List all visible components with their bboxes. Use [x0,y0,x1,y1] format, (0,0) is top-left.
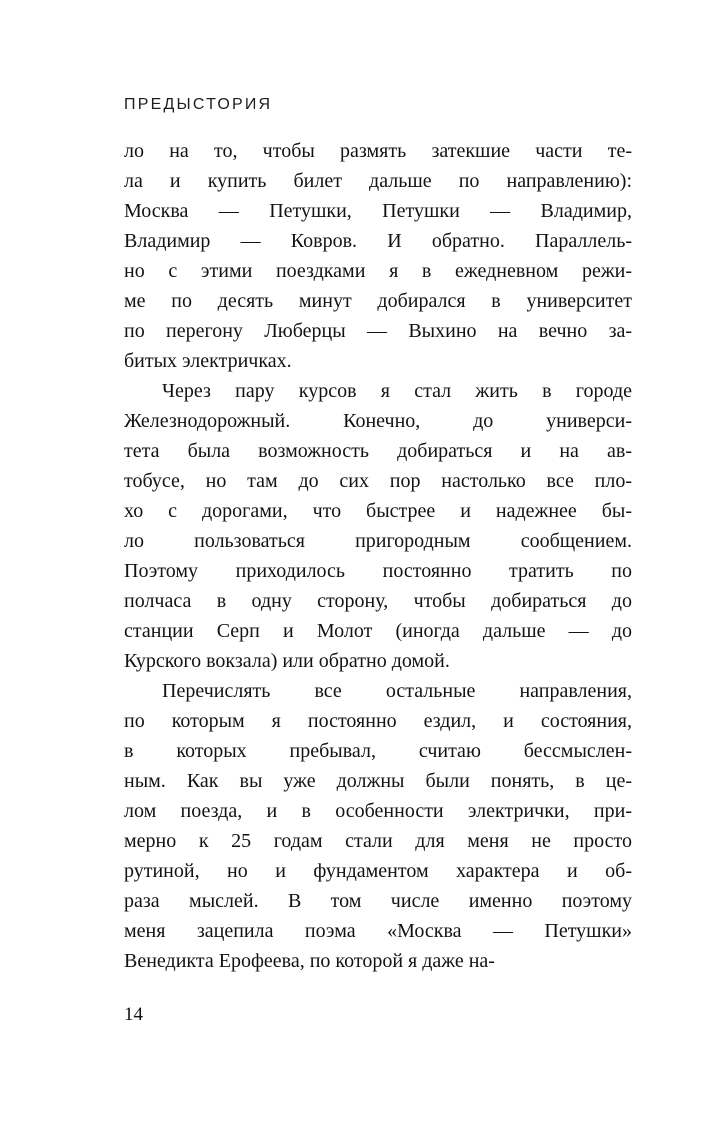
text-line: станции Серп и Молот (иногда дальше — до [124,620,632,642]
text-line: по перегону Люберцы — Выхино на вечно за- [124,320,632,342]
text-line: Москва — Петушки, Петушки — Владимир, [124,200,632,222]
text-line: Владимир — Ковров. И обратно. Параллель- [124,230,632,252]
text-line: ным. Как вы уже должны были понять, в це- [124,770,632,792]
text-line: по которым я постоянно ездил, и состояния, [124,710,632,732]
text-line: ло на то, чтобы размять затекшие части те- [124,140,632,162]
page-number: 14 [124,1004,143,1025]
text-line: хо с дорогами, что быстрее и надежнее бы- [124,500,632,522]
running-header: ПРЕДЫСТОРИЯ [124,96,273,113]
text-line: ла и купить билет дальше по направлению): [124,170,632,192]
text-line: полчаса в одну сторону, чтобы добираться до [124,590,632,612]
text-line: тобусе, но там до сих пор настолько все пло- [124,470,632,492]
text-line: но с этими поездками я в ежедневном режи- [124,260,632,282]
body-text [124,136,632,976]
text-line: ме по десять минут добирался в университет [124,290,632,312]
text-line: Поэтому приходилось постоянно тратить по [124,560,632,582]
text-line: меня зацепила поэма «Москва — Петушки» [124,920,632,942]
text-line: ло пользоваться пригородным сообщением. [124,530,632,552]
text-line: Перечислять все остальные направления, [162,680,632,702]
text-line: рутиной, но и фундаментом характера и об- [124,860,632,882]
text-line: лом поезда, и в особенности электрички, при- [124,800,632,822]
text-line: Курского вокзала) или обратно домой. [124,650,450,672]
text-line: раза мыслей. В том числе именно поэтому [124,890,632,912]
text-line: мерно к 25 годам стали для меня не просто [124,830,632,852]
text-line: Через пару курсов я стал жить в городе [162,380,632,402]
text-line: тета была возможность добираться и на ав- [124,440,632,462]
text-line: в которых пребывал, считаю бессмыслен- [124,740,632,762]
text-line: битых электричках. [124,350,292,372]
text-line: Венедикта Ерофеева, по которой я даже на- [124,950,495,972]
text-line: Железнодорожный. Конечно, до универси- [124,410,632,432]
